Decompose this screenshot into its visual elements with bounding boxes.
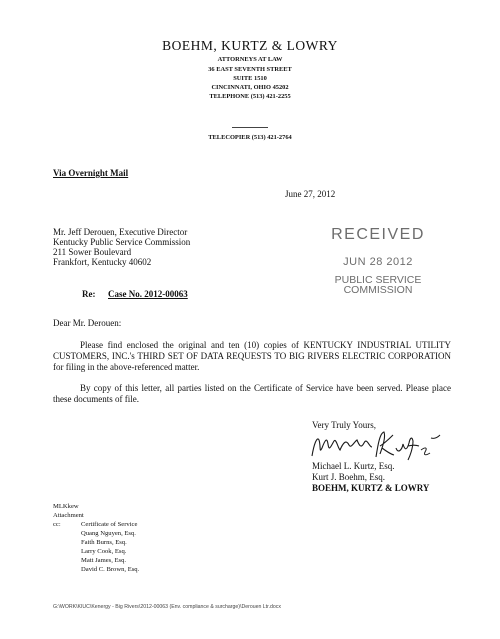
cc-recipient: Matt James, Esq. xyxy=(81,557,127,564)
letterhead-line: ATTORNEYS AT LAW xyxy=(217,56,283,63)
signatory: Michael L. Kurtz, Esq. xyxy=(312,461,395,471)
body-paragraph: By copy of this letter, all parties listed on the Certificate of Service have been served. Please place these documents of file. xyxy=(53,383,451,404)
firm-signature: BOEHM, KURTZ & LOWRY xyxy=(312,483,430,493)
initials: MLKkew xyxy=(53,503,79,510)
cc-label: cc: xyxy=(53,521,61,528)
re-label: Re: xyxy=(82,289,96,299)
closing: Very Truly Yours, xyxy=(312,420,377,430)
received-stamp-line1: PUBLIC SERVICE xyxy=(334,274,422,286)
cc-recipient: Quang Nguyen, Esq. xyxy=(81,530,136,537)
received-stamp-title: RECEIVED xyxy=(331,226,425,243)
cc-recipient: David C. Brown, Esq. xyxy=(81,566,140,573)
cc-recipient: Larry Cook, Esq. xyxy=(81,548,127,555)
signatory: Kurt J. Boehm, Esq. xyxy=(312,472,385,482)
received-stamp-date: JUN 28 2012 xyxy=(343,256,413,268)
cc-recipient: Faith Burns, Esq. xyxy=(81,539,127,546)
letterhead-line: SUITE 1510 xyxy=(233,75,267,82)
letterhead-telecopier: TELECOPIER (513) 421-2764 xyxy=(208,134,292,141)
attachment-note: Attachment xyxy=(53,512,84,519)
letterhead-line: CINCINNATI, OHIO 45202 xyxy=(211,84,289,91)
handwritten-signature xyxy=(306,426,446,464)
recipient-line: Frankfort, Kentucky 40602 xyxy=(53,257,152,267)
file-path-footer: G:\WORK\KIUC\Kenergy - Big Rivers\2012-00063 (Env. compliance & surcharge)\Derouen Ltr.docx xyxy=(53,604,281,610)
salutation: Dear Mr. Derouen: xyxy=(53,318,122,328)
body-paragraph: Please find enclosed the original and ten (10) copies of KENTUCKY INDUSTRIAL UTILITY CUSTOMERS, INC.'s THIRD SET OF DATA REQUESTS TO BIG RIVERS ELECTRIC CORPORATION for filing in the above-referenced matter. xyxy=(53,340,451,372)
recipient-line: Mr. Jeff Derouen, Executive Director xyxy=(53,227,188,237)
delivery-method: Via Overnight Mail xyxy=(53,168,129,178)
cc-recipient: Certificate of Service xyxy=(81,521,138,528)
letterhead-line: TELEPHONE (513) 421-2255 xyxy=(209,93,291,100)
received-stamp-line2: COMMISSION xyxy=(343,284,413,296)
recipient-line: Kentucky Public Service Commission xyxy=(53,237,191,247)
letterhead-line: 36 EAST SEVENTH STREET xyxy=(208,66,292,73)
recipient-line: 211 Sower Boulevard xyxy=(53,247,132,257)
firm-name: BOEHM, KURTZ & LOWRY xyxy=(162,38,338,53)
letter-date: June 27, 2012 xyxy=(285,189,336,199)
case-number: Case No. 2012-00063 xyxy=(108,289,188,299)
letterhead-rule xyxy=(232,127,268,128)
